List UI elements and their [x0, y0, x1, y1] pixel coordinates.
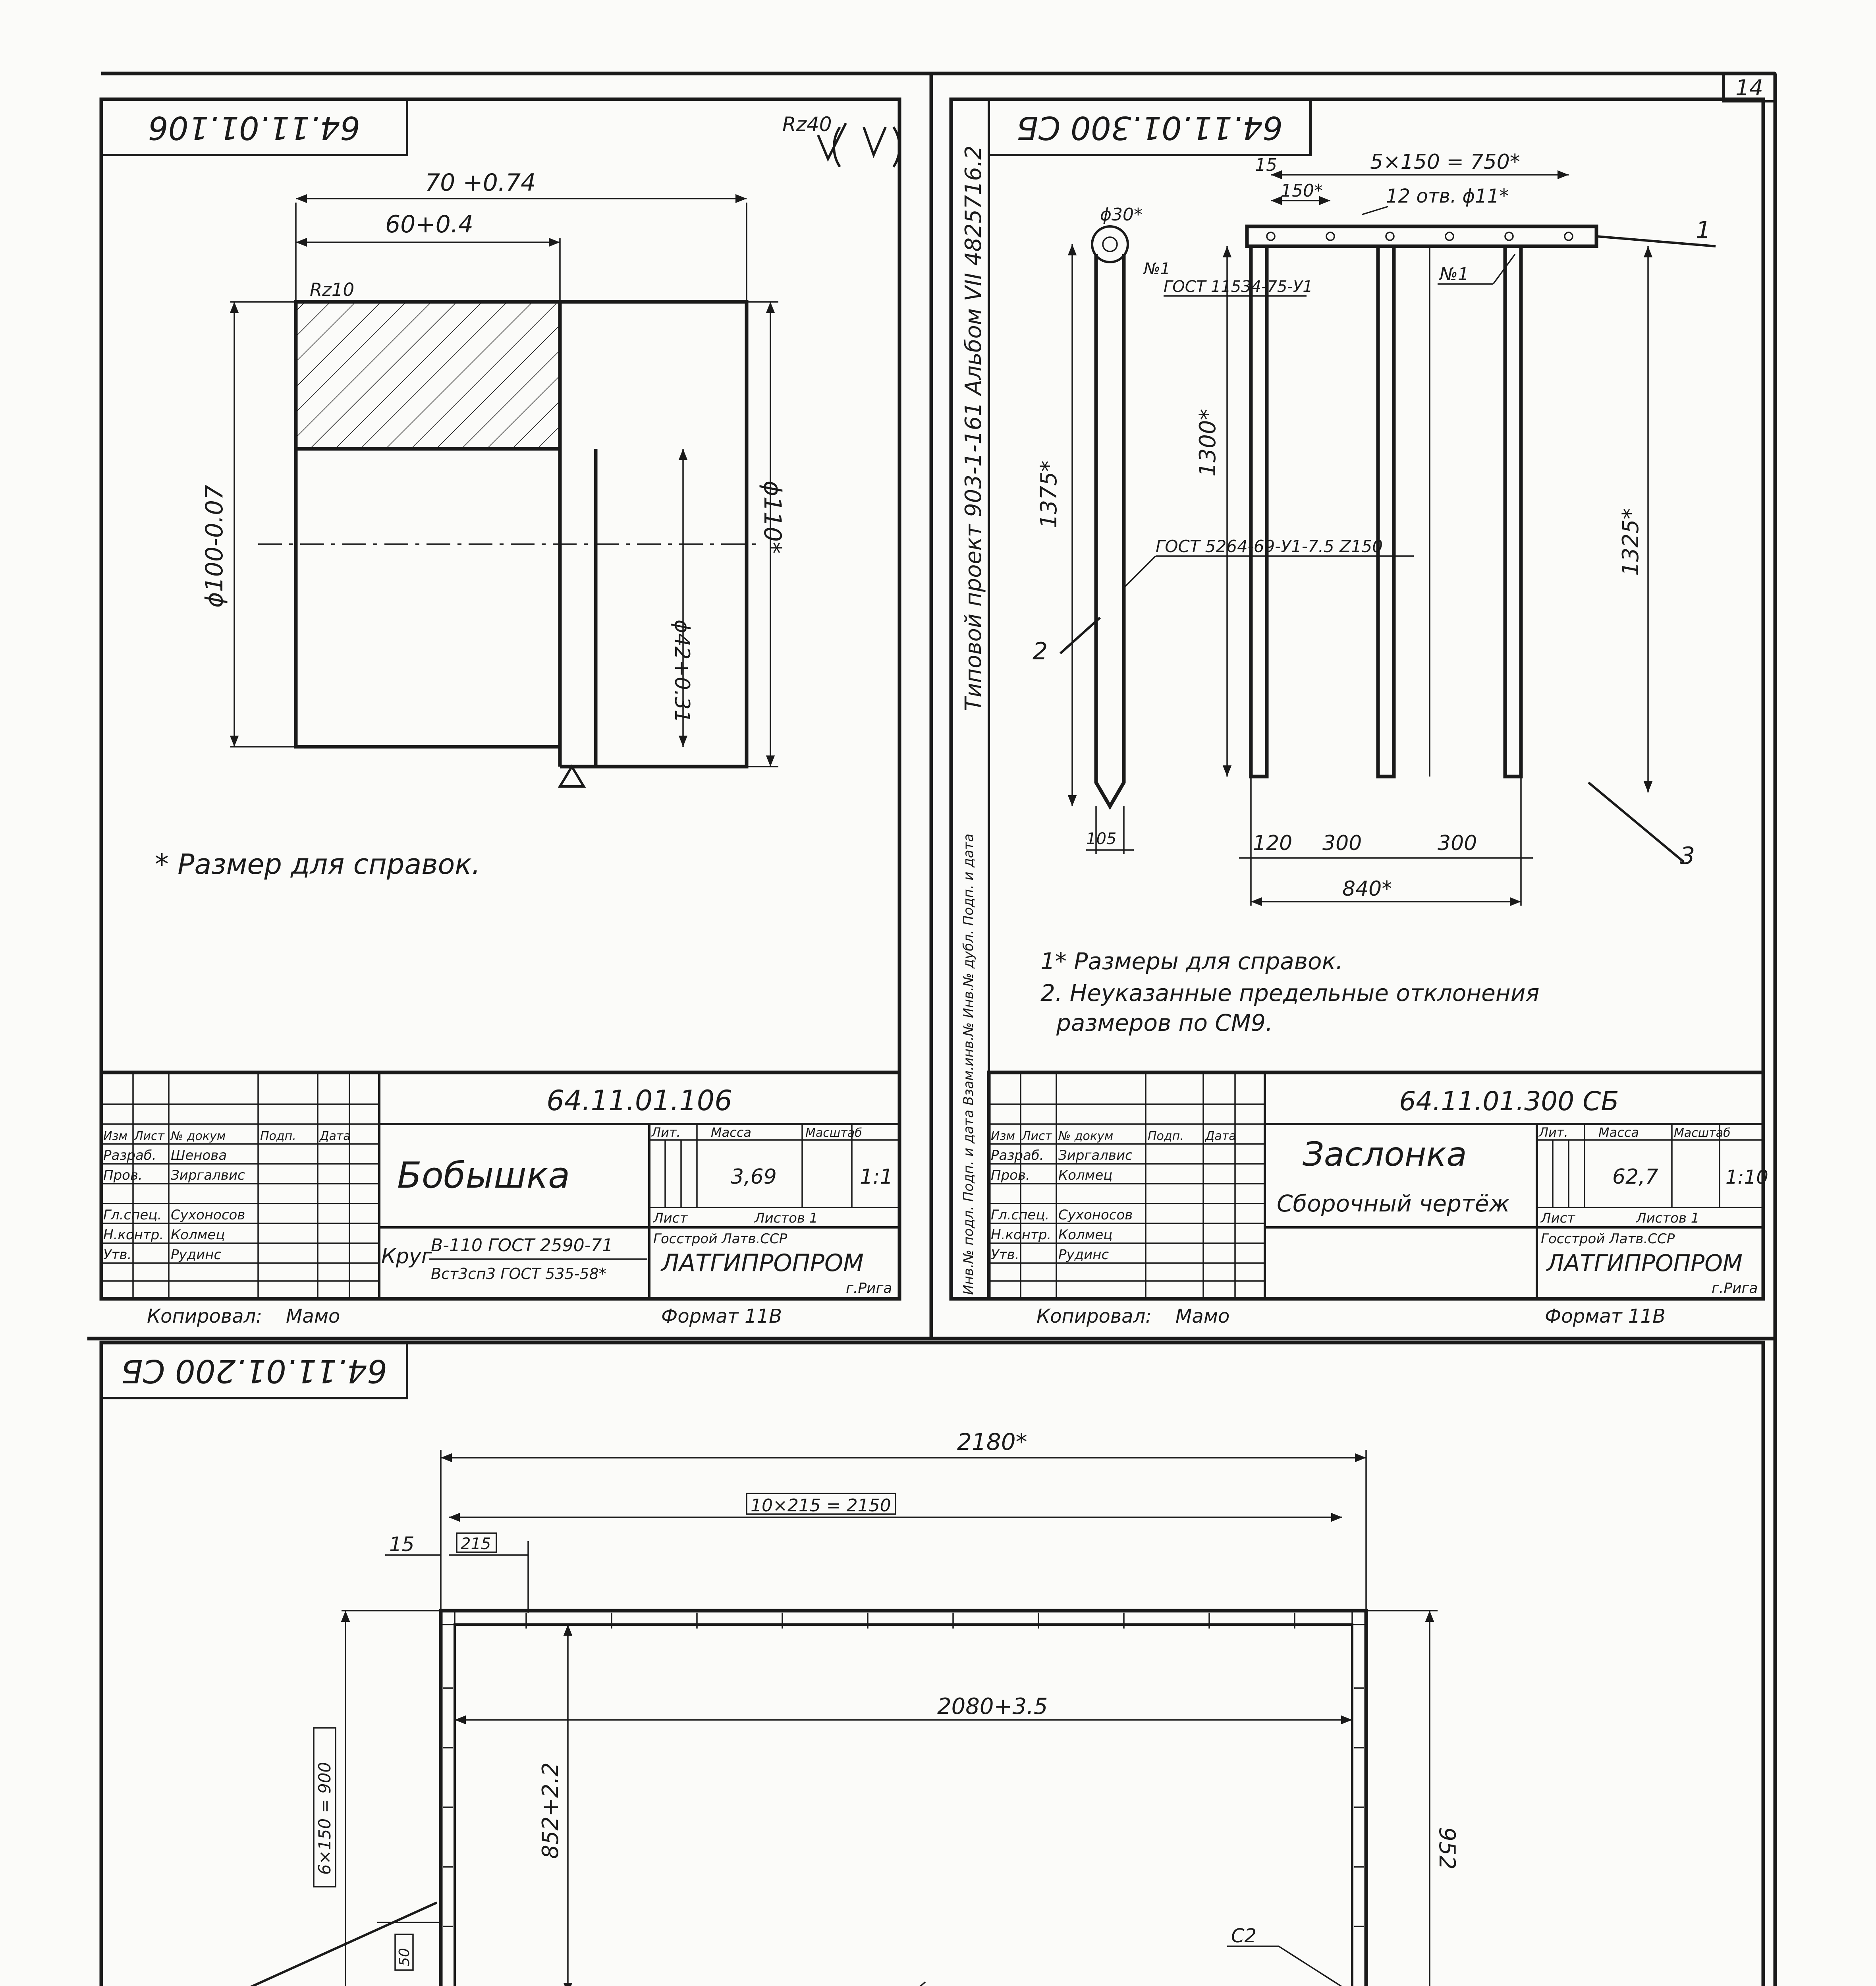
damper-title: Заслонка — [1303, 1135, 1467, 1174]
boss-copy-sign: Мамо — [286, 1305, 340, 1327]
boss-city: г.Рига — [846, 1280, 892, 1296]
damper-code-mirror: 64.11.01.300 СБ — [1016, 109, 1283, 146]
boss-frame — [101, 99, 899, 1299]
hdr-date: Дата — [320, 1129, 351, 1143]
damper-pos1: 1 — [1696, 216, 1711, 244]
d2-role-prov: Пров. — [991, 1167, 1030, 1183]
boss-dim-110: ϕ110* — [759, 481, 786, 554]
boss-org2: ЛАТГИПРОПРОМ — [661, 1249, 864, 1277]
d2-person-prov: Колмец — [1058, 1167, 1113, 1183]
drawing-flange — [101, 1343, 1766, 1986]
flange-dim-852: 852+2.2 — [538, 1762, 564, 1859]
d2-lbl-lit: Лит. — [1539, 1125, 1568, 1140]
flange-inner — [455, 1625, 1352, 1986]
damper-rod-pos2 — [1096, 254, 1124, 806]
boss-material-prefix: Круг — [381, 1244, 432, 1268]
damper-side-stamp: Инв.№ подл. Подп. и дата Взам.инв.№ Инв.№ дубл. Подп. и дата — [961, 833, 977, 1295]
d2-hdr-list: Лист — [1022, 1129, 1052, 1143]
damper-pos2: 2 — [1033, 638, 1048, 665]
d2-org2: ЛАТГИПРОПРОМ — [1547, 1250, 1743, 1277]
damper-dim-30: ϕ30* — [1100, 205, 1143, 225]
boss-lbl-scale: Масштаб — [805, 1126, 862, 1140]
damper-note-2: 2. Неуказанные предельные отклонения — [1040, 979, 1540, 1007]
damper-dim-1325: 1325* — [1618, 508, 1644, 576]
d2-role-utv: Утв. — [991, 1247, 1019, 1263]
boss-mass: 3,69 — [731, 1165, 777, 1189]
boss-dim-100: ϕ100-0.07 — [201, 485, 228, 608]
boss-note: * Размер для справок. — [155, 848, 481, 881]
person-nkontr: Колмец — [171, 1227, 225, 1243]
hdr-doc: № докум — [171, 1129, 226, 1143]
damper-code: 64.11.01.300 СБ — [1399, 1086, 1619, 1117]
damper-subtitle: Сборочный чертёж — [1277, 1190, 1510, 1217]
damper-dim-120: 120 — [1253, 831, 1293, 855]
flange-c2: С2 — [1231, 1925, 1257, 1947]
damper-dim-300b: 300 — [1438, 831, 1477, 855]
role-utv: Утв. — [103, 1247, 132, 1263]
boss-code: 64.11.01.106 — [546, 1084, 732, 1117]
flange-dim-15: 15 — [389, 1533, 415, 1556]
damper-dim-1300: 1300* — [1195, 409, 1221, 477]
d2-copied-by: Копировал: — [1036, 1305, 1152, 1327]
damper-scale: 1:10 — [1725, 1166, 1768, 1188]
boss-lbl-lit: Лит. — [651, 1125, 681, 1140]
person-utv: Рудинс — [171, 1247, 222, 1263]
role-prov: Пров. — [103, 1167, 143, 1183]
flange-frame — [101, 1343, 1763, 1986]
boss-roughness: Rz40 — [782, 113, 832, 136]
boss-title-block — [101, 1072, 899, 1299]
d2-hdr-izm: Изм — [991, 1129, 1015, 1143]
boss-dim-70: 70 +0.74 — [425, 169, 536, 197]
damper-title-block — [989, 1072, 1768, 1299]
d2-hdr-doc: № докум — [1058, 1129, 1114, 1143]
flange-dim-6x150: 6×150 = 900 — [315, 1762, 334, 1875]
flange-code-mirror: 64.11.01.200 СБ — [121, 1352, 388, 1389]
flange-dim-215: 215 — [461, 1535, 491, 1553]
boss-org1: Госстрой Латв.ССР — [653, 1231, 787, 1247]
damper-dim-5x150: 5×150 = 750* — [1370, 150, 1520, 174]
damper-side-label: Типовой проект 903-1-161 Альбом VII 4825716.2 — [961, 145, 986, 711]
d2-person-razrab: Зиргалвис — [1058, 1148, 1133, 1163]
boss-format: Формат 11В — [661, 1305, 782, 1327]
boss-code-mirror: 64.11.01.106 — [148, 109, 361, 146]
d2-format: Формат 11В — [1545, 1305, 1666, 1327]
hdr-list: Лист — [134, 1129, 165, 1143]
d2-person-glspec: Сухоносов — [1058, 1207, 1133, 1223]
d2-lbl-list: Лист — [1541, 1210, 1575, 1226]
person-razrab: Шенова — [171, 1148, 227, 1163]
d2-role-razrab: Разраб. — [991, 1148, 1044, 1163]
d2-copy-sign: Мамо — [1175, 1305, 1230, 1327]
person-glspec: Сухоносов — [171, 1207, 245, 1223]
damper-dim-1375: 1375* — [1036, 460, 1062, 528]
boss-bore — [296, 449, 560, 747]
damper-note-3: размеров по СМ9. — [1056, 1009, 1273, 1036]
flange-dim-2080: 2080+3.5 — [937, 1694, 1048, 1719]
boss-title: Бобышка — [397, 1155, 570, 1196]
d2-city: г.Рига — [1712, 1280, 1758, 1296]
damper-gost2: ГОСТ 5264-69-У1-7.5 Z150 — [1156, 537, 1383, 556]
hdr-sign: Подп. — [260, 1129, 296, 1143]
boss-scale: 1:1 — [860, 1165, 893, 1189]
flange-dim-50box: 50 — [396, 1948, 413, 1966]
hdr-izm: Изм — [103, 1129, 128, 1143]
damper-rod-right — [1505, 246, 1521, 777]
boss-copied-by: Копировал: — [147, 1305, 262, 1327]
damper-holes: 12 отв. ϕ11* — [1386, 185, 1509, 207]
d2-hdr-sign: Подп. — [1148, 1129, 1184, 1143]
d2-role-nkontr: Н.контр. — [991, 1227, 1052, 1243]
damper-dim-15: 15 — [1255, 155, 1277, 175]
flange-dim-2180: 2180* — [957, 1428, 1027, 1455]
d2-org1: Госстрой Латв.ССР — [1541, 1231, 1675, 1247]
sheet-number: 14 — [1735, 75, 1763, 100]
damper-rod-mid — [1378, 246, 1394, 777]
d2-person-utv: Рудинс — [1058, 1247, 1109, 1263]
damper-dim-300a: 300 — [1322, 831, 1362, 855]
damper-note-1: 1* Размеры для справок. — [1040, 948, 1343, 975]
boss-material-top: В-110 ГОСТ 2590-71 — [431, 1235, 613, 1256]
flange-dim-10x215: 10×215 = 2150 — [751, 1495, 891, 1516]
damper-mass: 62,7 — [1612, 1165, 1658, 1189]
flange-dim-952: 952 — [1434, 1827, 1460, 1870]
d2-role-glspec: Гл.спец. — [991, 1207, 1050, 1223]
d2-lbl-listov: Листов 1 — [1636, 1210, 1700, 1226]
boss-lbl-list: Лист — [653, 1210, 688, 1226]
damper-top-bar — [1247, 226, 1596, 246]
drawing-damper — [951, 99, 1768, 1327]
boss-dim-60: 60+0.4 — [385, 211, 474, 238]
boss-rz10: Rz10 — [310, 279, 355, 300]
boss-lbl-listov: Листов 1 — [755, 1210, 818, 1226]
person-prov: Зиргалвис — [171, 1167, 245, 1183]
flange-hole-ticks — [443, 1613, 1364, 1986]
role-glspec: Гл.спец. — [103, 1207, 162, 1223]
d2-lbl-scale: Масштаб — [1674, 1126, 1731, 1140]
boss-lbl-massa: Масса — [711, 1125, 752, 1140]
drawing-boss — [101, 99, 899, 1327]
role-razrab: Разраб. — [103, 1148, 156, 1163]
damper-gost1: ГОСТ 11534-75-У1 — [1164, 278, 1313, 296]
damper-dim-150: 150* — [1281, 181, 1323, 201]
flange-outer — [441, 1611, 1366, 1986]
d2-person-nkontr: Колмец — [1058, 1227, 1113, 1243]
damper-pos3: 3 — [1680, 842, 1695, 870]
damper-dim-105: 105 — [1086, 830, 1117, 848]
damper-n1b: №1 — [1440, 264, 1469, 284]
damper-rod-left — [1251, 246, 1267, 777]
boss-dim-42: ϕ42+0.31 — [670, 620, 694, 723]
damper-dim-840: 840* — [1342, 877, 1392, 901]
role-nkontr: Н.контр. — [103, 1227, 164, 1243]
damper-n1a: №1 — [1144, 260, 1171, 278]
boss-material-bottom: Вст3сп3 ГОСТ 535-58* — [431, 1265, 606, 1283]
d2-lbl-massa: Масса — [1598, 1125, 1639, 1140]
d2-hdr-date: Дата — [1205, 1129, 1236, 1143]
boss-body — [560, 302, 747, 767]
